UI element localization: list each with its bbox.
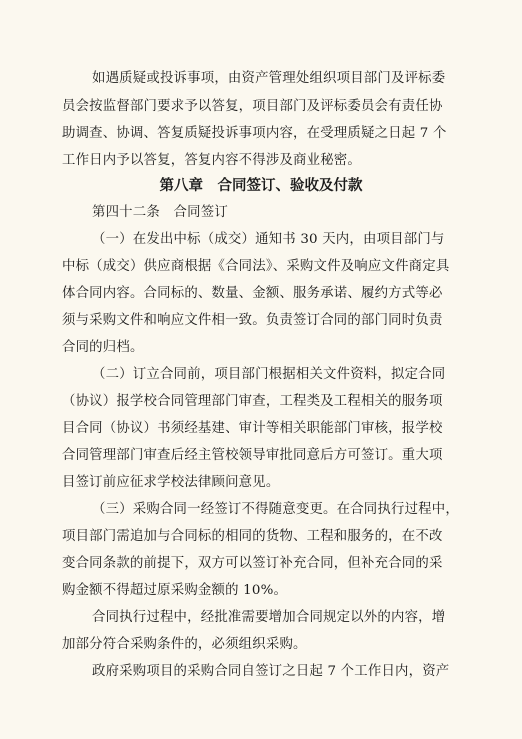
paragraph-line: 项目部门需追加与合同标的相同的货物、工程和服务的，在不改 bbox=[62, 529, 443, 544]
paragraph-line: 购金额不得超过原采购金额的 10%。 bbox=[62, 583, 288, 598]
paragraph-line: 员会按监督部门要求予以答复，项目部门及评标委员会有责任协 bbox=[62, 99, 443, 114]
paragraph-line: 合同管理部门审查后经主管校领导审批同意后方可签订。重大项 bbox=[62, 448, 443, 463]
paragraph-line: 变合同条款的前提下，双方可以签订补充合同，但补充合同的采 bbox=[62, 556, 443, 571]
chapter-heading: 第八章 合同签订、验收及付款 bbox=[159, 178, 363, 194]
paragraph-line: 合同的归档。 bbox=[62, 340, 144, 355]
paragraph-line: 助调查、协调、答复质疑投诉事项内容，在受理质疑之日起 7 个 bbox=[62, 126, 447, 141]
paragraph-line: 体合同内容。合同标的、数量、金额、服务承诺、履约方式等必 bbox=[62, 286, 443, 301]
paragraph-line: 政府采购项目的采购合同自签订之日起 7 个工作日内，资产 bbox=[92, 664, 450, 679]
paragraph-line: 如遇质疑或投诉事项，由资产管理处组织项目部门及评标委 bbox=[92, 71, 446, 86]
paragraph-line: （协议）报学校合同管理部门审查，工程类及工程相关的服务项 bbox=[62, 394, 443, 409]
article-heading: 第四十二条 合同签订 bbox=[92, 205, 228, 220]
paragraph-line: 目签订前应征求学校法律顾问意见。 bbox=[62, 475, 280, 490]
paragraph-line: 加部分符合采购条件的，必须组织采购。 bbox=[62, 637, 307, 652]
paragraph-line: （一）在发出中标（成交）通知书 30 天内，由项目部门与 bbox=[92, 232, 445, 247]
paragraph-line: （二）订立合同前，项目部门根据相关文件资料，拟定合同 bbox=[92, 367, 446, 382]
paragraph-line: 中标（成交）供应商根据《合同法》、采购文件及响应文件商定具 bbox=[62, 259, 450, 274]
paragraph-line: （三）采购合同一经签订不得随意变更。在合同执行过程中， bbox=[92, 502, 459, 517]
paragraph-line: 须与采购文件和响应文件相一致。负责签订合同的部门同时负责 bbox=[62, 313, 443, 328]
paragraph-line: 合同执行过程中，经批准需要增加合同规定以外的内容，增 bbox=[92, 610, 446, 625]
paragraph-line: 工作日内予以答复，答复内容不得涉及商业秘密。 bbox=[62, 153, 361, 168]
paragraph-line: 目合同（协议）书须经基建、审计等相关职能部门审核，报学校 bbox=[62, 421, 443, 436]
